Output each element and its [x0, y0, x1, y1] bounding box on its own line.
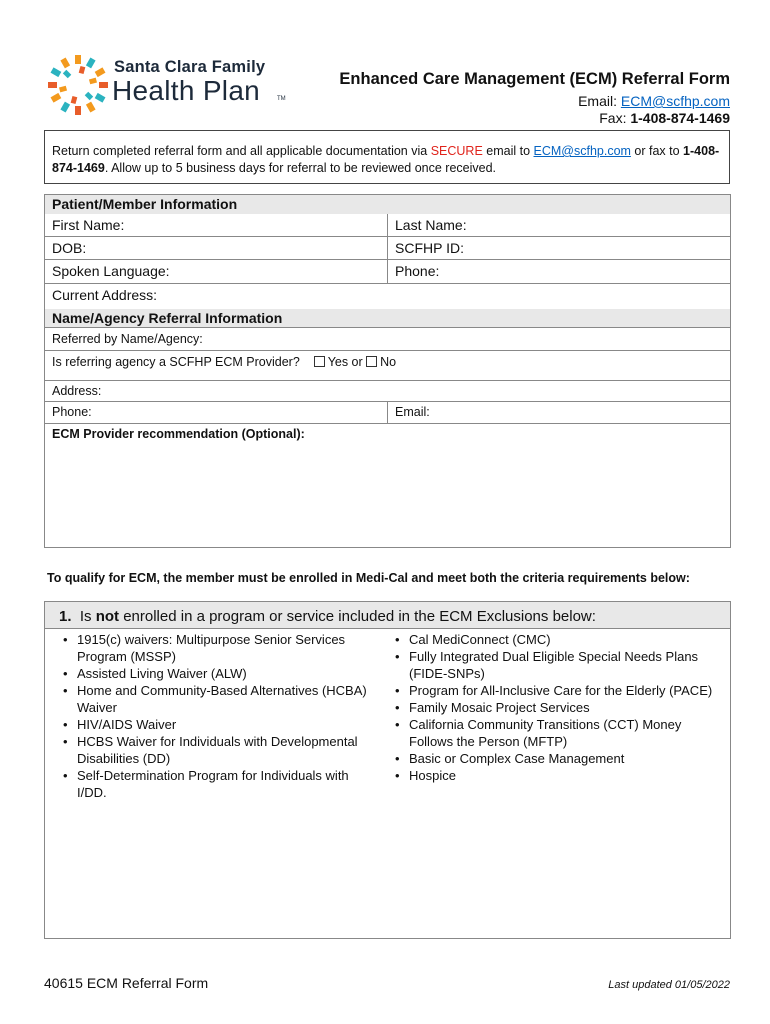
provider-question-row [45, 351, 730, 381]
current-address-field[interactable]: Current Address: [52, 287, 158, 303]
exclusions-head-post: enrolled in a program or service included in the ECM Exclusions below: [119, 608, 596, 625]
contact-fax [599, 110, 730, 126]
no-label: No [380, 355, 397, 369]
instructions-text-4: . Allow up to 5 business days for referral to be reviewed once received. [104, 161, 497, 175]
list-item: • Assisted Living Waiver (ALW) [60, 665, 380, 682]
exclusions-head-not: not [95, 608, 120, 625]
yes-checkbox[interactable] [314, 356, 325, 367]
list-item: • California Community Transitions (CCT) Money Follows the Person (MFTP) [392, 716, 722, 750]
list-item: • Hospice [392, 767, 722, 784]
last-updated: Last updated 01/05/2022 [608, 979, 730, 991]
list-item: • HCBS Waiver for Individuals with Developmental Disabilities (DD) [60, 733, 380, 767]
instructions-text-1: Return completed referral form and all applicable documentation via [52, 144, 431, 158]
exclusions-header [45, 602, 730, 629]
referred-by-field[interactable]: Referred by Name/Agency: [52, 332, 203, 346]
list-item: • HIV/AIDS Waiver [60, 716, 380, 733]
agency-address-field[interactable]: Address: [52, 384, 102, 398]
email-link[interactable]: ECM@scfhp.com [620, 93, 730, 109]
referred-by-row [45, 328, 730, 351]
form-id: 40615 ECM Referral Form [44, 975, 209, 991]
email-label: Email: [578, 93, 621, 109]
list-item: • Basic or Complex Case Management [392, 750, 722, 767]
agency-phone-row [45, 402, 730, 424]
list-item: • Program for All-Inclusive Care for the Elderly (PACE) [392, 682, 722, 699]
instructions-box [44, 130, 730, 184]
ecm-provider-recommendation-field[interactable]: ECM Provider recommendation (Optional): [52, 427, 305, 441]
exclusions-list-right [392, 631, 722, 784]
fax-number: 1-408-874-1469 [630, 110, 730, 126]
logo-text-line1: Santa Clara Family [114, 58, 266, 76]
list-item: • Cal MediConnect (CMC) [392, 631, 722, 648]
instructions-email-link[interactable]: ECM@scfhp.com [533, 144, 631, 158]
language-row [45, 260, 730, 284]
dob-row [45, 237, 730, 260]
list-item: • Home and Community-Based Alternatives (HCBA) Waiver [60, 682, 380, 716]
list-item: • 1915(c) waivers: Multipurpose Senior Services Program (MSSP) [60, 631, 380, 665]
list-item: • Fully Integrated Dual Eligible Special Needs Plans (FIDE-SNPs) [392, 648, 722, 682]
agency-section-header: Name/Agency Referral Information [45, 309, 730, 328]
qualify-statement: To qualify for ECM, the member must be enrolled in Medi-Cal and meet both the criteria requirements below: [47, 571, 690, 585]
provider-question-label: Is referring agency a SCFHP ECM Provider? [52, 355, 300, 369]
scfhp-id-field[interactable]: SCFHP ID: [387, 237, 732, 259]
instructions-text-3: or fax to [630, 144, 684, 158]
exclusions-list-left [60, 631, 380, 801]
provider-question [45, 351, 730, 380]
list-item: • Self-Determination Program for Individuals with I/DD. [60, 767, 380, 801]
contact-email [578, 93, 730, 109]
name-row [45, 214, 730, 237]
instructions-fax-number: 1-408-874-1469 [52, 144, 720, 175]
agency-phone-field[interactable]: Phone: [52, 405, 92, 419]
fax-label: Fax: [599, 110, 631, 126]
secure-keyword: SECURE [430, 144, 483, 158]
list-item: • Family Mosaic Project Services [392, 699, 722, 716]
member-section-header: Patient/Member Information [45, 195, 730, 214]
scfhp-logo [46, 50, 296, 122]
spoken-language-field[interactable]: Spoken Language: [52, 263, 170, 279]
agency-address-row [45, 381, 730, 402]
logo-text-line2: Health Plan [112, 75, 261, 106]
exclusions-box [44, 601, 731, 939]
instructions-text-2: email to [482, 144, 534, 158]
first-name-field[interactable]: First Name: [52, 217, 125, 233]
criteria-number: 1. [59, 608, 72, 625]
agency-email-field[interactable]: Email: [387, 402, 732, 423]
last-name-field[interactable]: Last Name: [387, 214, 732, 236]
logo-trademark: TM [277, 96, 286, 102]
dob-field[interactable]: DOB: [52, 240, 87, 256]
member-phone-field[interactable]: Phone: [387, 260, 732, 283]
recommendation-row [45, 424, 730, 549]
exclusions-head-pre: Is [79, 608, 96, 625]
referral-form-table [44, 194, 731, 548]
address-row [45, 284, 730, 309]
yes-label: Yes or [327, 355, 363, 369]
form-title: Enhanced Care Management (ECM) Referral Form [339, 70, 730, 88]
sunburst-logo-icon [46, 50, 110, 120]
no-checkbox[interactable] [366, 356, 377, 367]
